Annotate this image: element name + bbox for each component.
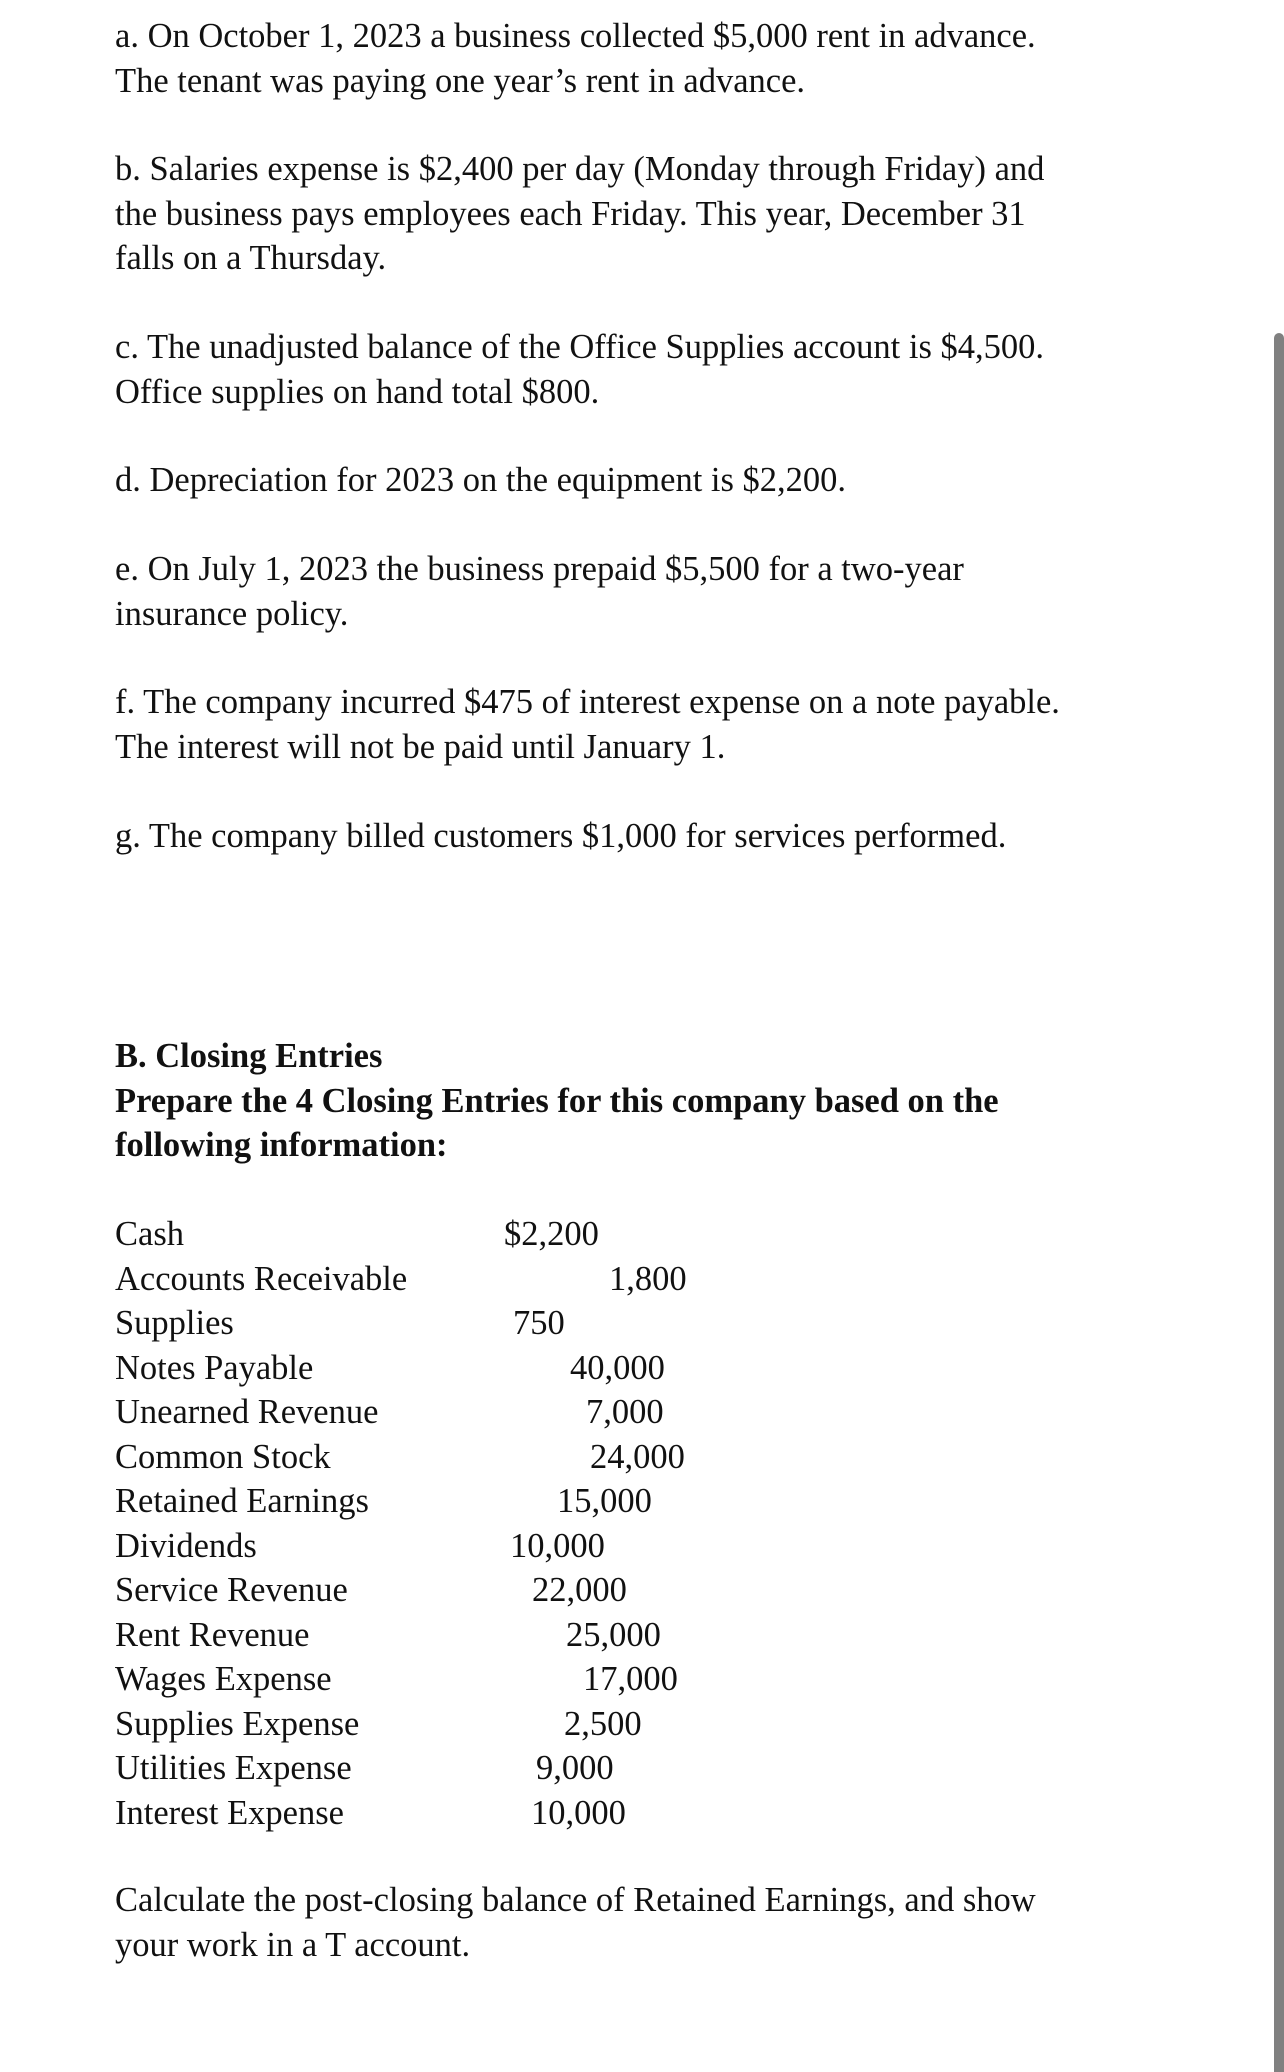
account-row-retained-earnings bbox=[0, 1479, 800, 1524]
account-row-unearned-revenue bbox=[0, 1390, 800, 1435]
adjustment-item-c-line-2: Office supplies on hand total $800. bbox=[115, 372, 600, 411]
account-name: Cash bbox=[115, 1215, 184, 1253]
adjustment-item-b bbox=[115, 147, 1215, 281]
account-name: Notes Payable bbox=[115, 1348, 314, 1387]
account-name: Unearned Revenue bbox=[115, 1393, 379, 1431]
account-amount: 22,000 bbox=[532, 1571, 627, 1609]
adjustment-item-d bbox=[115, 458, 1215, 503]
account-row-common-stock bbox=[0, 1435, 800, 1480]
account-name: Common Stock bbox=[115, 1437, 331, 1476]
adjustment-item-g bbox=[115, 814, 1215, 859]
account-name: Dividends bbox=[115, 1526, 257, 1565]
account-amount: 25,000 bbox=[566, 1615, 661, 1654]
account-row-supplies-expense bbox=[0, 1702, 800, 1747]
section-b-instruction-line-1: Prepare the 4 Closing Entries for this company based on the bbox=[115, 1081, 999, 1120]
adjustment-item-a-line-2: The tenant was paying one year’s rent in advance. bbox=[115, 61, 806, 100]
adjustment-item-c bbox=[115, 325, 1215, 414]
account-amount: 40,000 bbox=[570, 1348, 665, 1387]
account-row-supplies bbox=[0, 1301, 800, 1346]
account-name: Wages Expense bbox=[115, 1660, 332, 1698]
adjustment-item-g-line-1: g. The company billed customers $1,000 for services performed. bbox=[115, 817, 1007, 855]
account-name: Interest Expense bbox=[115, 1793, 344, 1832]
account-name: Supplies Expense bbox=[115, 1704, 360, 1743]
adjustment-item-a-line-1: a. On October 1, 2023 a business collected $5,000 rent in advance. bbox=[115, 17, 1036, 55]
account-row-notes-payable bbox=[0, 1346, 800, 1391]
adjustment-item-f-line-2: The interest will not be paid until January 1. bbox=[115, 727, 726, 766]
account-amount: 750 bbox=[513, 1304, 565, 1342]
final-task-line-1: Calculate the post-closing balance of Retained Earnings, and show bbox=[115, 1881, 1036, 1919]
account-amount: 10,000 bbox=[510, 1526, 605, 1565]
account-amount: 7,000 bbox=[586, 1393, 664, 1431]
vertical-scrollbar-thumb[interactable] bbox=[1274, 333, 1284, 2072]
section-b-instruction-line-2: following information: bbox=[115, 1126, 448, 1164]
account-row-interest-expense bbox=[0, 1791, 800, 1836]
final-task-line-2: your work in a T account. bbox=[115, 1925, 471, 1964]
section-b-title: B. Closing Entries bbox=[115, 1037, 383, 1075]
account-amount: 1,800 bbox=[609, 1259, 687, 1298]
adjustment-item-b-line-3: falls on a Thursday. bbox=[115, 239, 387, 277]
account-name: Accounts Receivable bbox=[115, 1259, 408, 1298]
account-name: Rent Revenue bbox=[115, 1615, 310, 1654]
adjustment-item-f-line-1: f. The company incurred $475 of interest expense on a note payable. bbox=[115, 683, 1060, 721]
adjustment-item-e-line-1: e. On July 1, 2023 the business prepaid $5,500 for a two-year bbox=[115, 550, 964, 588]
final-task-instruction bbox=[115, 1878, 1215, 1967]
account-row-dividends bbox=[0, 1524, 800, 1569]
account-amount: $2,200 bbox=[504, 1215, 599, 1253]
adjustment-item-f bbox=[115, 680, 1215, 769]
account-amount: 24,000 bbox=[590, 1437, 685, 1476]
account-row-cash bbox=[0, 1212, 800, 1257]
account-amount: 9,000 bbox=[536, 1749, 614, 1787]
adjustment-item-d-line-1: d. Depreciation for 2023 on the equipment is $2,200. bbox=[115, 461, 847, 499]
adjustment-item-e-line-2: insurance policy. bbox=[115, 594, 349, 633]
adjustment-item-b-line-2: the business pays employees each Friday. This year, December 31 bbox=[115, 194, 1026, 233]
account-amount: 15,000 bbox=[557, 1482, 652, 1520]
account-name: Utilities Expense bbox=[115, 1749, 352, 1787]
account-row-service-revenue bbox=[0, 1568, 800, 1613]
section-b-heading bbox=[115, 1034, 1215, 1168]
account-name: Service Revenue bbox=[115, 1571, 348, 1609]
adjustment-item-b-line-1: b. Salaries expense is $2,400 per day (Monday through Friday) and bbox=[115, 150, 1045, 188]
account-amount: 2,500 bbox=[564, 1704, 642, 1743]
account-row-accounts-receivable bbox=[0, 1257, 800, 1302]
adjustment-item-a bbox=[115, 14, 1215, 103]
account-name: Supplies bbox=[115, 1304, 234, 1342]
account-amount: 17,000 bbox=[583, 1660, 678, 1698]
account-row-rent-revenue bbox=[0, 1613, 800, 1658]
account-row-utilities-expense bbox=[0, 1746, 800, 1791]
adjustment-item-e bbox=[115, 547, 1215, 636]
adjustment-item-c-line-1: c. The unadjusted balance of the Office Supplies account is $4,500. bbox=[115, 328, 1045, 366]
account-amount: 10,000 bbox=[531, 1793, 626, 1832]
account-row-wages-expense bbox=[0, 1657, 800, 1702]
account-name: Retained Earnings bbox=[115, 1482, 369, 1520]
